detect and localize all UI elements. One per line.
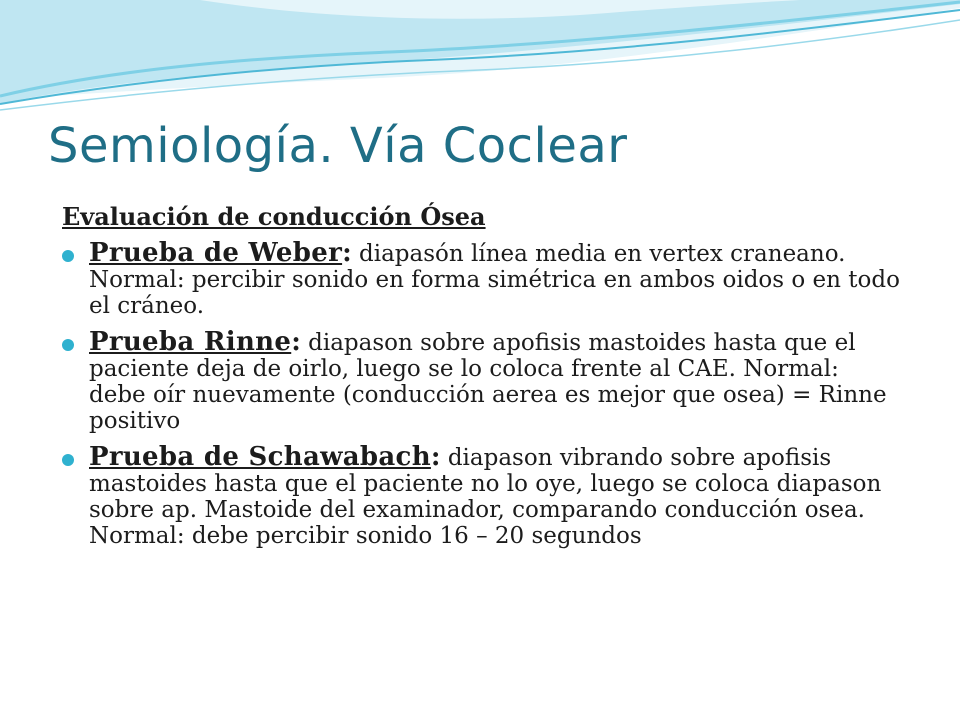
- test-name: Prueba de Weber: [89, 238, 343, 268]
- header-wave-decoration: [0, 0, 960, 120]
- bullet-list: [62, 240, 902, 559]
- bullet-dot-icon: [62, 339, 74, 351]
- slide-title: Semiología. Vía Coclear: [48, 118, 628, 174]
- bullet-rinne: [62, 329, 902, 434]
- bullet-dot-icon: [62, 250, 74, 262]
- test-description: diapasón línea media en vertex craneano. Normal: percibir sonido en forma simétrica en ambos oidos o en todo el cráneo.: [89, 241, 900, 319]
- test-name: Prueba Rinne: [89, 327, 292, 357]
- bullet-schawabach: [62, 444, 902, 549]
- bullet-weber: [62, 240, 902, 319]
- test-description: diapason vibrando sobre apofisis mastoides hasta que el paciente no lo oye, luego se coloca diapason sobre ap. Mastoide del examinador, comparando conducción osea. Normal: debe percibir sonido 16 – 20 segundos: [89, 445, 882, 549]
- test-description: diapason sobre apofisis mastoides hasta que el paciente deja de oirlo, luego se lo coloca frente al CAE. Normal: debe oír nuevamente (conducción aerea es mejor que osea) = Rinne positivo: [89, 330, 887, 434]
- test-separator: :: [342, 238, 352, 268]
- test-name: Prueba de Schawabach: [89, 442, 431, 472]
- section-subheading: Evaluación de conducción Ósea: [62, 202, 486, 231]
- bullet-dot-icon: [62, 454, 74, 466]
- test-separator: :: [430, 442, 441, 472]
- test-separator: :: [291, 327, 301, 357]
